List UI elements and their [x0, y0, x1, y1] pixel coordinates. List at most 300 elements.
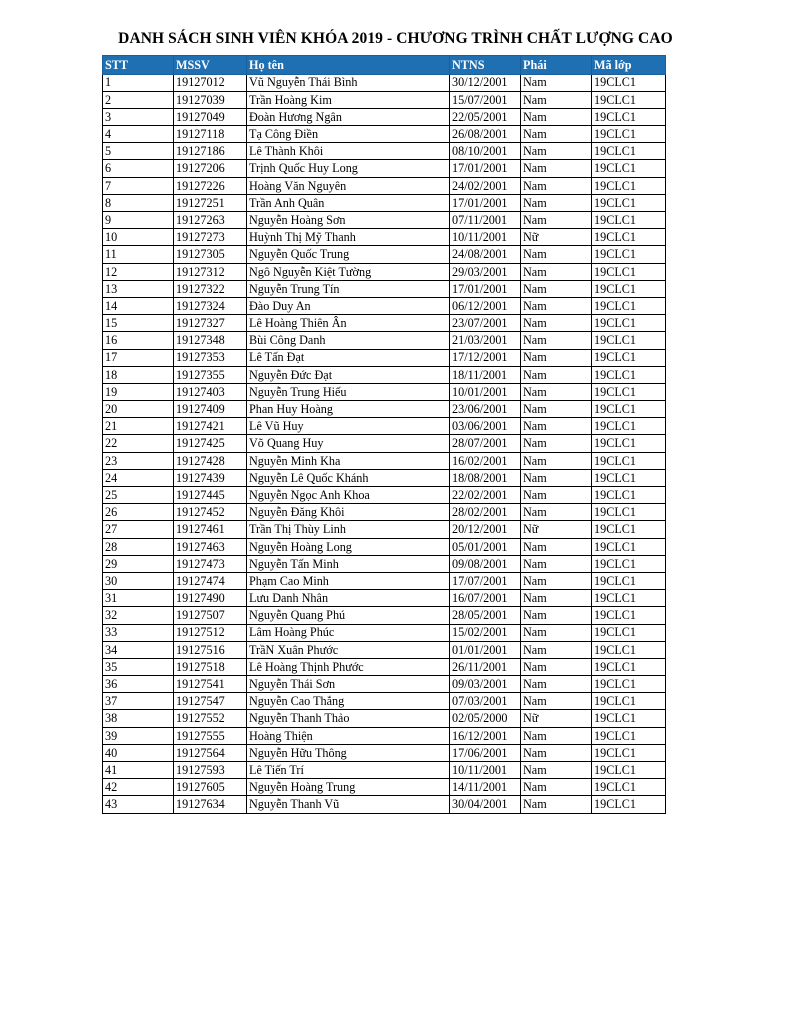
cell-stt: 16 — [103, 332, 174, 349]
cell-ntns: 17/12/2001 — [450, 349, 521, 366]
cell-ho-ten: Võ Quang Huy — [247, 435, 450, 452]
cell-ma-lop: 19CLC1 — [592, 590, 666, 607]
cell-ho-ten: Trịnh Quốc Huy Long — [247, 160, 450, 177]
cell-stt: 37 — [103, 693, 174, 710]
cell-ho-ten: Bùi Công Danh — [247, 332, 450, 349]
table-row — [103, 280, 666, 297]
cell-ho-ten: Lê Tấn Đạt — [247, 349, 450, 366]
cell-phai: Nữ — [521, 521, 592, 538]
cell-phai: Nam — [521, 504, 592, 521]
cell-stt: 26 — [103, 504, 174, 521]
cell-ma-lop: 19CLC1 — [592, 332, 666, 349]
cell-ntns: 17/07/2001 — [450, 572, 521, 589]
cell-mssv: 19127541 — [174, 676, 247, 693]
table-body — [103, 74, 666, 813]
cell-phai: Nam — [521, 487, 592, 504]
table-row — [103, 658, 666, 675]
cell-ho-ten: Nguyễn Ngọc Anh Khoa — [247, 487, 450, 504]
cell-phai: Nam — [521, 727, 592, 744]
table-row — [103, 177, 666, 194]
cell-phai: Nam — [521, 280, 592, 297]
table-row — [103, 383, 666, 400]
cell-stt: 8 — [103, 194, 174, 211]
cell-mssv: 19127507 — [174, 607, 247, 624]
cell-ntns: 16/02/2001 — [450, 452, 521, 469]
cell-ma-lop: 19CLC1 — [592, 658, 666, 675]
cell-stt: 29 — [103, 555, 174, 572]
cell-ho-ten: Nguyễn Hoàng Long — [247, 538, 450, 555]
cell-stt: 34 — [103, 641, 174, 658]
cell-ntns: 16/12/2001 — [450, 727, 521, 744]
cell-ho-ten: Huỳnh Thị Mỹ Thanh — [247, 229, 450, 246]
cell-stt: 38 — [103, 710, 174, 727]
cell-ho-ten: Phạm Cao Minh — [247, 572, 450, 589]
cell-ntns: 28/05/2001 — [450, 607, 521, 624]
cell-mssv: 19127186 — [174, 143, 247, 160]
cell-ma-lop: 19CLC1 — [592, 126, 666, 143]
cell-ntns: 30/12/2001 — [450, 74, 521, 91]
cell-stt: 36 — [103, 676, 174, 693]
table-row — [103, 727, 666, 744]
cell-mssv: 19127226 — [174, 177, 247, 194]
cell-ho-ten: Nguyễn Quốc Trung — [247, 246, 450, 263]
table-row — [103, 435, 666, 452]
cell-ma-lop: 19CLC1 — [592, 418, 666, 435]
cell-ntns: 10/01/2001 — [450, 383, 521, 400]
table-row — [103, 710, 666, 727]
cell-stt: 23 — [103, 452, 174, 469]
cell-ho-ten: Nguyễn Hoàng Trung — [247, 779, 450, 796]
cell-stt: 27 — [103, 521, 174, 538]
table-row — [103, 194, 666, 211]
cell-mssv: 19127445 — [174, 487, 247, 504]
cell-stt: 3 — [103, 108, 174, 125]
cell-stt: 9 — [103, 212, 174, 229]
cell-ho-ten: Đoàn Hương Ngân — [247, 108, 450, 125]
cell-ma-lop: 19CLC1 — [592, 435, 666, 452]
cell-ntns: 18/08/2001 — [450, 469, 521, 486]
cell-mssv: 19127353 — [174, 349, 247, 366]
cell-stt: 39 — [103, 727, 174, 744]
cell-ho-ten: TrầN Xuân Phước — [247, 641, 450, 658]
cell-ma-lop: 19CLC1 — [592, 779, 666, 796]
cell-stt: 30 — [103, 572, 174, 589]
cell-ma-lop: 19CLC1 — [592, 624, 666, 641]
cell-ma-lop: 19CLC1 — [592, 160, 666, 177]
cell-ma-lop: 19CLC1 — [592, 676, 666, 693]
cell-stt: 4 — [103, 126, 174, 143]
cell-stt: 42 — [103, 779, 174, 796]
cell-mssv: 19127425 — [174, 435, 247, 452]
cell-ma-lop: 19CLC1 — [592, 263, 666, 280]
cell-phai: Nam — [521, 194, 592, 211]
cell-ntns: 08/10/2001 — [450, 143, 521, 160]
cell-ntns: 24/08/2001 — [450, 246, 521, 263]
cell-ma-lop: 19CLC1 — [592, 487, 666, 504]
table-row — [103, 762, 666, 779]
cell-phai: Nam — [521, 607, 592, 624]
cell-phai: Nam — [521, 401, 592, 418]
cell-ma-lop: 19CLC1 — [592, 383, 666, 400]
cell-ho-ten: Phan Huy Hoàng — [247, 401, 450, 418]
cell-ma-lop: 19CLC1 — [592, 349, 666, 366]
cell-mssv: 19127324 — [174, 297, 247, 314]
cell-stt: 33 — [103, 624, 174, 641]
cell-ma-lop: 19CLC1 — [592, 572, 666, 589]
table-row — [103, 246, 666, 263]
cell-phai: Nam — [521, 74, 592, 91]
table-row — [103, 676, 666, 693]
cell-stt: 41 — [103, 762, 174, 779]
cell-ho-ten: Nguyễn Quang Phú — [247, 607, 450, 624]
table-row — [103, 126, 666, 143]
table-row — [103, 401, 666, 418]
cell-ma-lop: 19CLC1 — [592, 143, 666, 160]
cell-stt: 17 — [103, 349, 174, 366]
cell-ntns: 05/01/2001 — [450, 538, 521, 555]
cell-phai: Nam — [521, 796, 592, 813]
table-row — [103, 487, 666, 504]
table-row — [103, 590, 666, 607]
table-row — [103, 641, 666, 658]
cell-ntns: 17/01/2001 — [450, 194, 521, 211]
cell-ma-lop: 19CLC1 — [592, 744, 666, 761]
cell-ntns: 21/03/2001 — [450, 332, 521, 349]
cell-mssv: 19127518 — [174, 658, 247, 675]
cell-ho-ten: Lê Hoàng Thịnh Phước — [247, 658, 450, 675]
cell-ntns: 17/01/2001 — [450, 280, 521, 297]
cell-mssv: 19127564 — [174, 744, 247, 761]
cell-phai: Nam — [521, 590, 592, 607]
cell-ma-lop: 19CLC1 — [592, 504, 666, 521]
cell-ntns: 17/06/2001 — [450, 744, 521, 761]
cell-phai: Nam — [521, 160, 592, 177]
cell-mssv: 19127605 — [174, 779, 247, 796]
cell-ho-ten: Nguyễn Lê Quốc Khánh — [247, 469, 450, 486]
cell-ma-lop: 19CLC1 — [592, 452, 666, 469]
cell-ho-ten: Trần Anh Quân — [247, 194, 450, 211]
cell-ntns: 10/11/2001 — [450, 229, 521, 246]
cell-ma-lop: 19CLC1 — [592, 194, 666, 211]
cell-ma-lop: 19CLC1 — [592, 315, 666, 332]
table-row — [103, 418, 666, 435]
cell-ho-ten: Ngô Nguyễn Kiệt Tường — [247, 263, 450, 280]
cell-phai: Nam — [521, 572, 592, 589]
cell-phai: Nam — [521, 126, 592, 143]
cell-ntns: 24/02/2001 — [450, 177, 521, 194]
cell-phai: Nam — [521, 418, 592, 435]
header-phai: Phái — [521, 56, 592, 75]
cell-mssv: 19127322 — [174, 280, 247, 297]
cell-phai: Nam — [521, 762, 592, 779]
cell-ma-lop: 19CLC1 — [592, 538, 666, 555]
cell-phai: Nam — [521, 91, 592, 108]
cell-ho-ten: Tạ Công Điền — [247, 126, 450, 143]
cell-ntns: 17/01/2001 — [450, 160, 521, 177]
table-row — [103, 108, 666, 125]
table-row — [103, 297, 666, 314]
cell-ntns: 28/02/2001 — [450, 504, 521, 521]
cell-stt: 14 — [103, 297, 174, 314]
cell-ntns: 16/07/2001 — [450, 590, 521, 607]
cell-ma-lop: 19CLC1 — [592, 521, 666, 538]
cell-mssv: 19127461 — [174, 521, 247, 538]
cell-phai: Nam — [521, 315, 592, 332]
table-row — [103, 315, 666, 332]
cell-stt: 24 — [103, 469, 174, 486]
cell-ho-ten: Lê Hoàng Thiên Ân — [247, 315, 450, 332]
cell-mssv: 19127555 — [174, 727, 247, 744]
cell-mssv: 19127355 — [174, 366, 247, 383]
cell-ho-ten: Hoàng Văn Nguyên — [247, 177, 450, 194]
table-row — [103, 366, 666, 383]
cell-mssv: 19127439 — [174, 469, 247, 486]
cell-ho-ten: Hoàng Thiện — [247, 727, 450, 744]
cell-ho-ten: Nguyễn Thái Sơn — [247, 676, 450, 693]
cell-mssv: 19127273 — [174, 229, 247, 246]
cell-mssv: 19127327 — [174, 315, 247, 332]
cell-mssv: 19127463 — [174, 538, 247, 555]
cell-ntns: 28/07/2001 — [450, 435, 521, 452]
header-ma-lop: Mã lớp — [592, 56, 666, 75]
header-ntns: NTNS — [450, 56, 521, 75]
cell-stt: 5 — [103, 143, 174, 160]
cell-ma-lop: 19CLC1 — [592, 796, 666, 813]
cell-ntns: 02/05/2000 — [450, 710, 521, 727]
cell-stt: 15 — [103, 315, 174, 332]
cell-stt: 25 — [103, 487, 174, 504]
header-ho-ten: Họ tên — [247, 56, 450, 75]
table-row — [103, 160, 666, 177]
cell-ma-lop: 19CLC1 — [592, 246, 666, 263]
cell-ho-ten: Nguyễn Thanh Thảo — [247, 710, 450, 727]
cell-ntns: 22/05/2001 — [450, 108, 521, 125]
cell-stt: 13 — [103, 280, 174, 297]
cell-stt: 32 — [103, 607, 174, 624]
cell-stt: 1 — [103, 74, 174, 91]
cell-phai: Nam — [521, 452, 592, 469]
table-row — [103, 693, 666, 710]
header-mssv: MSSV — [174, 56, 247, 75]
cell-ntns: 03/06/2001 — [450, 418, 521, 435]
cell-phai: Nam — [521, 349, 592, 366]
cell-ma-lop: 19CLC1 — [592, 641, 666, 658]
table-row — [103, 212, 666, 229]
page-title: DANH SÁCH SINH VIÊN KHÓA 2019 - CHƯƠNG TRÌNH CHẤT LƯỢNG CAO — [118, 30, 673, 47]
cell-mssv: 19127012 — [174, 74, 247, 91]
cell-ntns: 23/06/2001 — [450, 401, 521, 418]
cell-mssv: 19127039 — [174, 91, 247, 108]
table-row — [103, 779, 666, 796]
cell-ntns: 09/03/2001 — [450, 676, 521, 693]
cell-ma-lop: 19CLC1 — [592, 177, 666, 194]
table-row — [103, 143, 666, 160]
table-row — [103, 469, 666, 486]
cell-stt: 20 — [103, 401, 174, 418]
header-stt: STT — [103, 56, 174, 75]
cell-ma-lop: 19CLC1 — [592, 693, 666, 710]
cell-ma-lop: 19CLC1 — [592, 710, 666, 727]
table-row — [103, 263, 666, 280]
cell-ntns: 10/11/2001 — [450, 762, 521, 779]
table-row — [103, 74, 666, 91]
cell-ntns: 26/08/2001 — [450, 126, 521, 143]
table-row — [103, 607, 666, 624]
cell-stt: 40 — [103, 744, 174, 761]
table-row — [103, 452, 666, 469]
cell-phai: Nam — [521, 435, 592, 452]
cell-mssv: 19127452 — [174, 504, 247, 521]
cell-phai: Nam — [521, 469, 592, 486]
table-row — [103, 521, 666, 538]
cell-ho-ten: Nguyễn Minh Kha — [247, 452, 450, 469]
cell-ma-lop: 19CLC1 — [592, 469, 666, 486]
cell-phai: Nam — [521, 693, 592, 710]
cell-ho-ten: Trần Hoàng Kim — [247, 91, 450, 108]
cell-phai: Nam — [521, 263, 592, 280]
cell-mssv: 19127421 — [174, 418, 247, 435]
cell-ntns: 26/11/2001 — [450, 658, 521, 675]
cell-mssv: 19127409 — [174, 401, 247, 418]
cell-stt: 18 — [103, 366, 174, 383]
cell-ho-ten: Nguyễn Cao Thắng — [247, 693, 450, 710]
cell-ma-lop: 19CLC1 — [592, 297, 666, 314]
cell-mssv: 19127512 — [174, 624, 247, 641]
table-row — [103, 349, 666, 366]
cell-ma-lop: 19CLC1 — [592, 762, 666, 779]
cell-stt: 28 — [103, 538, 174, 555]
cell-stt: 22 — [103, 435, 174, 452]
cell-ho-ten: Nguyễn Thanh Vũ — [247, 796, 450, 813]
cell-stt: 12 — [103, 263, 174, 280]
table-row — [103, 504, 666, 521]
cell-ho-ten: Lâm Hoàng Phúc — [247, 624, 450, 641]
cell-ho-ten: Lê Thành Khôi — [247, 143, 450, 160]
cell-ma-lop: 19CLC1 — [592, 727, 666, 744]
table-row — [103, 796, 666, 813]
cell-ho-ten: Lưu Danh Nhân — [247, 590, 450, 607]
cell-mssv: 19127473 — [174, 555, 247, 572]
cell-ho-ten: Lê Vũ Huy — [247, 418, 450, 435]
cell-ntns: 23/07/2001 — [450, 315, 521, 332]
cell-ma-lop: 19CLC1 — [592, 108, 666, 125]
cell-phai: Nữ — [521, 710, 592, 727]
cell-ntns: 14/11/2001 — [450, 779, 521, 796]
cell-ma-lop: 19CLC1 — [592, 91, 666, 108]
cell-ma-lop: 19CLC1 — [592, 401, 666, 418]
cell-ho-ten: Lê Tiến Trí — [247, 762, 450, 779]
cell-stt: 19 — [103, 383, 174, 400]
cell-mssv: 19127474 — [174, 572, 247, 589]
cell-ma-lop: 19CLC1 — [592, 555, 666, 572]
cell-ma-lop: 19CLC1 — [592, 74, 666, 91]
cell-stt: 2 — [103, 91, 174, 108]
cell-mssv: 19127251 — [174, 194, 247, 211]
cell-mssv: 19127263 — [174, 212, 247, 229]
cell-phai: Nam — [521, 676, 592, 693]
cell-mssv: 19127634 — [174, 796, 247, 813]
cell-ma-lop: 19CLC1 — [592, 229, 666, 246]
cell-stt: 21 — [103, 418, 174, 435]
cell-ho-ten: Đào Duy An — [247, 297, 450, 314]
cell-phai: Nam — [521, 297, 592, 314]
table-header-row — [103, 56, 666, 75]
cell-phai: Nam — [521, 555, 592, 572]
cell-ntns: 29/03/2001 — [450, 263, 521, 280]
cell-ho-ten: Trần Thị Thùy Linh — [247, 521, 450, 538]
cell-ntns: 07/11/2001 — [450, 212, 521, 229]
cell-phai: Nam — [521, 383, 592, 400]
cell-phai: Nam — [521, 143, 592, 160]
cell-ho-ten: Vũ Nguyễn Thái Bình — [247, 74, 450, 91]
cell-ho-ten: Nguyễn Hữu Thông — [247, 744, 450, 761]
cell-mssv: 19127206 — [174, 160, 247, 177]
cell-phai: Nữ — [521, 229, 592, 246]
cell-phai: Nam — [521, 624, 592, 641]
cell-ntns: 18/11/2001 — [450, 366, 521, 383]
table-row — [103, 229, 666, 246]
cell-ntns: 15/07/2001 — [450, 91, 521, 108]
cell-stt: 43 — [103, 796, 174, 813]
table-row — [103, 555, 666, 572]
cell-mssv: 19127516 — [174, 641, 247, 658]
cell-stt: 31 — [103, 590, 174, 607]
cell-mssv: 19127403 — [174, 383, 247, 400]
cell-phai: Nam — [521, 246, 592, 263]
cell-ma-lop: 19CLC1 — [592, 280, 666, 297]
cell-mssv: 19127312 — [174, 263, 247, 280]
cell-mssv: 19127490 — [174, 590, 247, 607]
cell-phai: Nam — [521, 212, 592, 229]
cell-phai: Nam — [521, 779, 592, 796]
cell-stt: 35 — [103, 658, 174, 675]
student-table — [102, 55, 666, 814]
cell-ntns: 07/03/2001 — [450, 693, 521, 710]
table-row — [103, 332, 666, 349]
cell-stt: 11 — [103, 246, 174, 263]
cell-phai: Nam — [521, 538, 592, 555]
cell-phai: Nam — [521, 177, 592, 194]
cell-ho-ten: Nguyễn Trung Tín — [247, 280, 450, 297]
table-row — [103, 744, 666, 761]
cell-ntns: 22/02/2001 — [450, 487, 521, 504]
cell-ho-ten: Nguyễn Đăng Khôi — [247, 504, 450, 521]
cell-phai: Nam — [521, 108, 592, 125]
cell-mssv: 19127049 — [174, 108, 247, 125]
cell-stt: 10 — [103, 229, 174, 246]
cell-stt: 6 — [103, 160, 174, 177]
cell-ntns: 30/04/2001 — [450, 796, 521, 813]
cell-stt: 7 — [103, 177, 174, 194]
cell-mssv: 19127593 — [174, 762, 247, 779]
cell-mssv: 19127305 — [174, 246, 247, 263]
cell-ntns: 15/02/2001 — [450, 624, 521, 641]
cell-ntns: 06/12/2001 — [450, 297, 521, 314]
cell-ntns: 20/12/2001 — [450, 521, 521, 538]
table-row — [103, 91, 666, 108]
cell-ho-ten: Nguyễn Tấn Minh — [247, 555, 450, 572]
cell-mssv: 19127547 — [174, 693, 247, 710]
cell-ma-lop: 19CLC1 — [592, 212, 666, 229]
cell-phai: Nam — [521, 366, 592, 383]
cell-phai: Nam — [521, 641, 592, 658]
cell-ho-ten: Nguyễn Hoàng Sơn — [247, 212, 450, 229]
cell-mssv: 19127428 — [174, 452, 247, 469]
cell-mssv: 19127552 — [174, 710, 247, 727]
table-row — [103, 624, 666, 641]
student-table-container — [102, 55, 666, 814]
cell-mssv: 19127348 — [174, 332, 247, 349]
